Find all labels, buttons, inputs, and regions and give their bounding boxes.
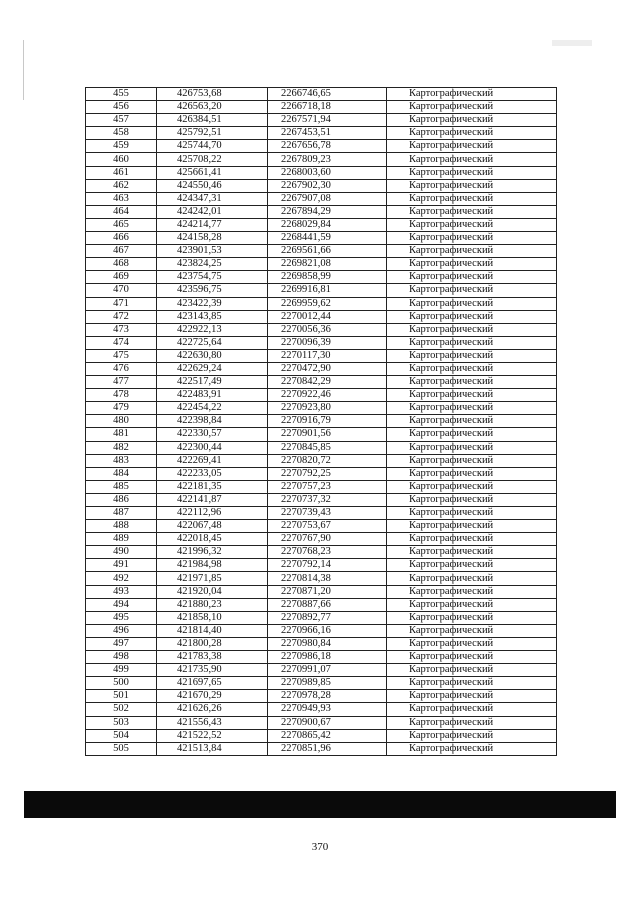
- y-coordinate-cell: 2267809,23: [268, 153, 387, 166]
- point-number-cell: 482: [86, 441, 157, 454]
- table-row: [86, 336, 557, 349]
- method-cell: Картографический: [387, 742, 557, 755]
- method-cell: Картографический: [387, 637, 557, 650]
- x-coordinate-cell: 422630,80: [157, 349, 268, 362]
- point-number-cell: 457: [86, 114, 157, 127]
- table-row: [86, 598, 557, 611]
- x-coordinate-cell: 424158,28: [157, 232, 268, 245]
- x-coordinate-cell: 422233,05: [157, 467, 268, 480]
- point-number-cell: 476: [86, 362, 157, 375]
- x-coordinate-cell: 422141,87: [157, 493, 268, 506]
- table-row: [86, 428, 557, 441]
- y-coordinate-cell: 2270991,07: [268, 664, 387, 677]
- point-number-cell: 497: [86, 637, 157, 650]
- y-coordinate-cell: 2267894,29: [268, 205, 387, 218]
- method-cell: Картографический: [387, 428, 557, 441]
- x-coordinate-cell: 421984,98: [157, 559, 268, 572]
- x-coordinate-cell: 426753,68: [157, 88, 268, 101]
- point-number-cell: 493: [86, 585, 157, 598]
- x-coordinate-cell: 425792,51: [157, 127, 268, 140]
- point-number-cell: 467: [86, 245, 157, 258]
- method-cell: Картографический: [387, 729, 557, 742]
- y-coordinate-cell: 2269561,66: [268, 245, 387, 258]
- y-coordinate-cell: 2270768,23: [268, 546, 387, 559]
- method-cell: Картографический: [387, 114, 557, 127]
- point-number-cell: 461: [86, 166, 157, 179]
- point-number-cell: 498: [86, 651, 157, 664]
- x-coordinate-cell: 422725,64: [157, 336, 268, 349]
- point-number-cell: 478: [86, 389, 157, 402]
- coordinates-table-container: [85, 87, 557, 756]
- method-cell: Картографический: [387, 520, 557, 533]
- y-coordinate-cell: 2270792,14: [268, 559, 387, 572]
- point-number-cell: 486: [86, 493, 157, 506]
- y-coordinate-cell: 2270472,90: [268, 362, 387, 375]
- table-row: [86, 205, 557, 218]
- y-coordinate-cell: 2270980,84: [268, 637, 387, 650]
- x-coordinate-cell: 421996,32: [157, 546, 268, 559]
- table-row: [86, 664, 557, 677]
- table-row: [86, 677, 557, 690]
- x-coordinate-cell: 422067,48: [157, 520, 268, 533]
- x-coordinate-cell: 423596,75: [157, 284, 268, 297]
- point-number-cell: 473: [86, 323, 157, 336]
- method-cell: Картографический: [387, 258, 557, 271]
- method-cell: Картографический: [387, 349, 557, 362]
- method-cell: Картографический: [387, 493, 557, 506]
- y-coordinate-cell: 2267907,08: [268, 192, 387, 205]
- point-number-cell: 503: [86, 716, 157, 729]
- x-coordinate-cell: 421783,38: [157, 651, 268, 664]
- method-cell: Картографический: [387, 507, 557, 520]
- y-coordinate-cell: 2270739,43: [268, 507, 387, 520]
- method-cell: Картографический: [387, 389, 557, 402]
- x-coordinate-cell: 422300,44: [157, 441, 268, 454]
- y-coordinate-cell: 2270757,23: [268, 480, 387, 493]
- y-coordinate-cell: 2267453,51: [268, 127, 387, 140]
- method-cell: Картографический: [387, 624, 557, 637]
- point-number-cell: 496: [86, 624, 157, 637]
- table-row: [86, 729, 557, 742]
- x-coordinate-cell: 421880,23: [157, 598, 268, 611]
- x-coordinate-cell: 423824,25: [157, 258, 268, 271]
- point-number-cell: 480: [86, 415, 157, 428]
- method-cell: Картографический: [387, 467, 557, 480]
- y-coordinate-cell: 2270842,29: [268, 376, 387, 389]
- method-cell: Картографический: [387, 284, 557, 297]
- point-number-cell: 458: [86, 127, 157, 140]
- y-coordinate-cell: 2269959,62: [268, 297, 387, 310]
- y-coordinate-cell: 2268441,59: [268, 232, 387, 245]
- point-number-cell: 474: [86, 336, 157, 349]
- method-cell: Картографический: [387, 376, 557, 389]
- x-coordinate-cell: 423422,39: [157, 297, 268, 310]
- table-row: [86, 127, 557, 140]
- method-cell: Картографический: [387, 480, 557, 493]
- point-number-cell: 490: [86, 546, 157, 559]
- method-cell: Картографический: [387, 271, 557, 284]
- x-coordinate-cell: 426384,51: [157, 114, 268, 127]
- x-coordinate-cell: 421522,52: [157, 729, 268, 742]
- method-cell: Картографический: [387, 140, 557, 153]
- table-row: [86, 218, 557, 231]
- method-cell: Картографический: [387, 88, 557, 101]
- table-row: [86, 323, 557, 336]
- method-cell: Картографический: [387, 218, 557, 231]
- method-cell: Картографический: [387, 415, 557, 428]
- point-number-cell: 505: [86, 742, 157, 755]
- y-coordinate-cell: 2270117,30: [268, 349, 387, 362]
- point-number-cell: 501: [86, 690, 157, 703]
- table-row: [86, 140, 557, 153]
- coordinates-table: [85, 87, 557, 756]
- table-row: [86, 376, 557, 389]
- y-coordinate-cell: 2270966,16: [268, 624, 387, 637]
- method-cell: Картографический: [387, 572, 557, 585]
- point-number-cell: 468: [86, 258, 157, 271]
- x-coordinate-cell: 423143,85: [157, 310, 268, 323]
- method-cell: Картографический: [387, 336, 557, 349]
- point-number-cell: 455: [86, 88, 157, 101]
- point-number-cell: 470: [86, 284, 157, 297]
- method-cell: Картографический: [387, 546, 557, 559]
- x-coordinate-cell: 421858,10: [157, 611, 268, 624]
- x-coordinate-cell: 426563,20: [157, 101, 268, 114]
- x-coordinate-cell: 421556,43: [157, 716, 268, 729]
- table-row: [86, 624, 557, 637]
- table-row: [86, 258, 557, 271]
- page-number: 370: [311, 841, 329, 853]
- point-number-cell: 477: [86, 376, 157, 389]
- table-row: [86, 546, 557, 559]
- method-cell: Картографический: [387, 232, 557, 245]
- point-number-cell: 500: [86, 677, 157, 690]
- y-coordinate-cell: 2270901,56: [268, 428, 387, 441]
- x-coordinate-cell: 421513,84: [157, 742, 268, 755]
- method-cell: Картографический: [387, 192, 557, 205]
- table-row: [86, 585, 557, 598]
- x-coordinate-cell: 422629,24: [157, 362, 268, 375]
- method-cell: Картографический: [387, 323, 557, 336]
- table-row: [86, 533, 557, 546]
- table-row: [86, 192, 557, 205]
- method-cell: Картографический: [387, 402, 557, 415]
- y-coordinate-cell: 2266718,18: [268, 101, 387, 114]
- point-number-cell: 462: [86, 179, 157, 192]
- y-coordinate-cell: 2270922,46: [268, 389, 387, 402]
- x-coordinate-cell: 422018,45: [157, 533, 268, 546]
- x-coordinate-cell: 421670,29: [157, 690, 268, 703]
- y-coordinate-cell: 2270887,66: [268, 598, 387, 611]
- y-coordinate-cell: 2269821,08: [268, 258, 387, 271]
- y-coordinate-cell: 2267656,78: [268, 140, 387, 153]
- point-number-cell: 492: [86, 572, 157, 585]
- table-row: [86, 349, 557, 362]
- scan-black-band: [24, 791, 616, 818]
- x-coordinate-cell: 421626,26: [157, 703, 268, 716]
- point-number-cell: 487: [86, 507, 157, 520]
- method-cell: Картографический: [387, 153, 557, 166]
- y-coordinate-cell: 2269858,99: [268, 271, 387, 284]
- x-coordinate-cell: 425661,41: [157, 166, 268, 179]
- point-number-cell: 494: [86, 598, 157, 611]
- x-coordinate-cell: 422922,13: [157, 323, 268, 336]
- point-number-cell: 499: [86, 664, 157, 677]
- method-cell: Картографический: [387, 651, 557, 664]
- table-row: [86, 742, 557, 755]
- table-row: [86, 441, 557, 454]
- table-row: [86, 637, 557, 650]
- table-row: [86, 415, 557, 428]
- table-row: [86, 611, 557, 624]
- table-row: [86, 245, 557, 258]
- y-coordinate-cell: 2270923,80: [268, 402, 387, 415]
- x-coordinate-cell: 422181,35: [157, 480, 268, 493]
- point-number-cell: 472: [86, 310, 157, 323]
- y-coordinate-cell: 2270865,42: [268, 729, 387, 742]
- table-row: [86, 480, 557, 493]
- table-row: [86, 507, 557, 520]
- y-coordinate-cell: 2270012,44: [268, 310, 387, 323]
- x-coordinate-cell: 424347,31: [157, 192, 268, 205]
- point-number-cell: 502: [86, 703, 157, 716]
- point-number-cell: 466: [86, 232, 157, 245]
- table-row: [86, 232, 557, 245]
- method-cell: Картографический: [387, 441, 557, 454]
- point-number-cell: 488: [86, 520, 157, 533]
- x-coordinate-cell: 424550,46: [157, 179, 268, 192]
- point-number-cell: 460: [86, 153, 157, 166]
- method-cell: Картографический: [387, 533, 557, 546]
- y-coordinate-cell: 2270056,36: [268, 323, 387, 336]
- x-coordinate-cell: 421800,28: [157, 637, 268, 650]
- table-row: [86, 572, 557, 585]
- table-row: [86, 651, 557, 664]
- y-coordinate-cell: 2270851,96: [268, 742, 387, 755]
- table-row: [86, 297, 557, 310]
- y-coordinate-cell: 2270900,67: [268, 716, 387, 729]
- point-number-cell: 465: [86, 218, 157, 231]
- y-coordinate-cell: 2270989,85: [268, 677, 387, 690]
- table-row: [86, 402, 557, 415]
- x-coordinate-cell: 422112,96: [157, 507, 268, 520]
- point-number-cell: 485: [86, 480, 157, 493]
- table-row: [86, 101, 557, 114]
- y-coordinate-cell: 2270753,67: [268, 520, 387, 533]
- point-number-cell: 459: [86, 140, 157, 153]
- method-cell: Картографический: [387, 297, 557, 310]
- point-number-cell: 471: [86, 297, 157, 310]
- x-coordinate-cell: 423901,53: [157, 245, 268, 258]
- point-number-cell: 469: [86, 271, 157, 284]
- x-coordinate-cell: 424242,01: [157, 205, 268, 218]
- coordinates-table-body: [86, 88, 557, 756]
- x-coordinate-cell: 423754,75: [157, 271, 268, 284]
- y-coordinate-cell: 2270949,93: [268, 703, 387, 716]
- y-coordinate-cell: 2268003,60: [268, 166, 387, 179]
- point-number-cell: 504: [86, 729, 157, 742]
- method-cell: Картографический: [387, 598, 557, 611]
- y-coordinate-cell: 2267902,30: [268, 179, 387, 192]
- x-coordinate-cell: 424214,77: [157, 218, 268, 231]
- y-coordinate-cell: 2270871,20: [268, 585, 387, 598]
- y-coordinate-cell: 2267571,94: [268, 114, 387, 127]
- y-coordinate-cell: 2270986,18: [268, 651, 387, 664]
- method-cell: Картографический: [387, 677, 557, 690]
- table-row: [86, 179, 557, 192]
- point-number-cell: 491: [86, 559, 157, 572]
- point-number-cell: 479: [86, 402, 157, 415]
- table-row: [86, 559, 557, 572]
- table-row: [86, 467, 557, 480]
- method-cell: Картографический: [387, 101, 557, 114]
- table-row: [86, 166, 557, 179]
- table-row: [86, 716, 557, 729]
- method-cell: Картографический: [387, 611, 557, 624]
- point-number-cell: 475: [86, 349, 157, 362]
- point-number-cell: 484: [86, 467, 157, 480]
- point-number-cell: 463: [86, 192, 157, 205]
- point-number-cell: 489: [86, 533, 157, 546]
- y-coordinate-cell: 2270916,79: [268, 415, 387, 428]
- x-coordinate-cell: 421697,65: [157, 677, 268, 690]
- table-row: [86, 703, 557, 716]
- method-cell: Картографический: [387, 703, 557, 716]
- x-coordinate-cell: 422330,57: [157, 428, 268, 441]
- y-coordinate-cell: 2270820,72: [268, 454, 387, 467]
- x-coordinate-cell: 425708,22: [157, 153, 268, 166]
- method-cell: Картографический: [387, 245, 557, 258]
- y-coordinate-cell: 2270767,90: [268, 533, 387, 546]
- table-row: [86, 493, 557, 506]
- y-coordinate-cell: 2270792,25: [268, 467, 387, 480]
- point-number-cell: 495: [86, 611, 157, 624]
- point-number-cell: 456: [86, 101, 157, 114]
- table-row: [86, 520, 557, 533]
- y-coordinate-cell: 2270978,28: [268, 690, 387, 703]
- x-coordinate-cell: 425744,70: [157, 140, 268, 153]
- table-row: [86, 88, 557, 101]
- x-coordinate-cell: 422483,91: [157, 389, 268, 402]
- table-row: [86, 389, 557, 402]
- y-coordinate-cell: 2270096,39: [268, 336, 387, 349]
- y-coordinate-cell: 2268029,84: [268, 218, 387, 231]
- y-coordinate-cell: 2269916,81: [268, 284, 387, 297]
- x-coordinate-cell: 422398,84: [157, 415, 268, 428]
- table-row: [86, 271, 557, 284]
- method-cell: Картографический: [387, 166, 557, 179]
- point-number-cell: 464: [86, 205, 157, 218]
- table-row: [86, 114, 557, 127]
- method-cell: Картографический: [387, 664, 557, 677]
- x-coordinate-cell: 422454,22: [157, 402, 268, 415]
- x-coordinate-cell: 421735,90: [157, 664, 268, 677]
- y-coordinate-cell: 2266746,65: [268, 88, 387, 101]
- x-coordinate-cell: 421920,04: [157, 585, 268, 598]
- x-coordinate-cell: 422517,49: [157, 376, 268, 389]
- y-coordinate-cell: 2270845,85: [268, 441, 387, 454]
- method-cell: Картографический: [387, 179, 557, 192]
- method-cell: Картографический: [387, 716, 557, 729]
- table-row: [86, 153, 557, 166]
- point-number-cell: 481: [86, 428, 157, 441]
- y-coordinate-cell: 2270892,77: [268, 611, 387, 624]
- y-coordinate-cell: 2270737,32: [268, 493, 387, 506]
- x-coordinate-cell: 422269,41: [157, 454, 268, 467]
- method-cell: Картографический: [387, 585, 557, 598]
- method-cell: Картографический: [387, 362, 557, 375]
- scan-edge-mark: [23, 40, 24, 100]
- scan-smudge: [552, 40, 592, 46]
- method-cell: Картографический: [387, 690, 557, 703]
- method-cell: Картографический: [387, 310, 557, 323]
- point-number-cell: 483: [86, 454, 157, 467]
- method-cell: Картографический: [387, 454, 557, 467]
- table-row: [86, 362, 557, 375]
- table-row: [86, 690, 557, 703]
- method-cell: Картографический: [387, 205, 557, 218]
- x-coordinate-cell: 421971,85: [157, 572, 268, 585]
- y-coordinate-cell: 2270814,38: [268, 572, 387, 585]
- x-coordinate-cell: 421814,40: [157, 624, 268, 637]
- table-row: [86, 454, 557, 467]
- table-row: [86, 284, 557, 297]
- table-row: [86, 310, 557, 323]
- method-cell: Картографический: [387, 127, 557, 140]
- method-cell: Картографический: [387, 559, 557, 572]
